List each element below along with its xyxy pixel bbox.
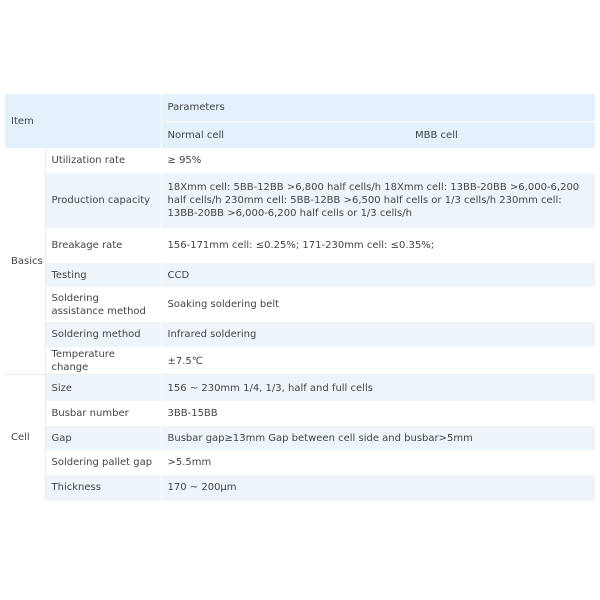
row-value: Soaking soldering belt bbox=[161, 288, 595, 322]
parameters-header: Parameters bbox=[161, 94, 595, 122]
row-label: Temperature change bbox=[45, 348, 161, 375]
row-value: Busbar gap≥13mm Gap between cell side and busbar>5mm bbox=[161, 426, 595, 451]
row-value: 18Xmm cell: 5BB-12BB >6,800 half cells/h 18Xmm cell: 13BB-20BB >6,000-6,200 half cells/h 230mm cell: 5BB-12BB >6,500 half cells or 1/3 cells/h 230mm cell: 13BB-20BB >6,000-6,200 half cells or 1/3 cells/h bbox=[161, 173, 595, 229]
group-basics: Basics bbox=[5, 149, 45, 375]
row-value: ±7.5℃ bbox=[161, 348, 595, 375]
row-label: Breakage rate bbox=[45, 229, 161, 263]
header-row bbox=[5, 94, 595, 122]
table-row bbox=[5, 263, 595, 288]
row-label: Production capacity bbox=[45, 173, 161, 229]
table-row bbox=[5, 426, 595, 451]
table-row bbox=[5, 229, 595, 263]
row-value: 3BB-15BB bbox=[161, 402, 595, 426]
item-header: Item bbox=[5, 94, 161, 149]
row-value: >5.5mm bbox=[161, 451, 595, 475]
row-value: ≥ 95% bbox=[161, 149, 595, 173]
row-label: Soldering pallet gap bbox=[45, 451, 161, 475]
row-label: Soldering assistance method bbox=[45, 288, 161, 322]
table-row bbox=[5, 173, 595, 229]
row-label: Size bbox=[45, 375, 161, 402]
group-cell: Cell bbox=[5, 375, 45, 500]
row-value: 170 ~ 200μm bbox=[161, 475, 595, 500]
table-row bbox=[5, 375, 595, 402]
row-label: Thickness bbox=[45, 475, 161, 500]
table-row bbox=[5, 451, 595, 475]
row-value: 156-171mm cell: ≤0.25%; 171-230mm cell: ≤0.35%; bbox=[161, 229, 595, 263]
table-row bbox=[5, 475, 595, 500]
row-label: Utilization rate bbox=[45, 149, 161, 173]
table-row bbox=[5, 288, 595, 322]
table-row bbox=[5, 322, 595, 348]
table-row bbox=[5, 149, 595, 173]
row-value: CCD bbox=[161, 263, 595, 288]
row-label: Busbar number bbox=[45, 402, 161, 426]
row-value: 156 ~ 230mm 1/4, 1/3, half and full cells bbox=[161, 375, 595, 402]
row-label: Soldering method bbox=[45, 322, 161, 348]
table-row bbox=[5, 348, 595, 375]
row-value: Infrared soldering bbox=[161, 322, 595, 348]
spec-table bbox=[5, 94, 595, 500]
normal-cell-header: Normal cell bbox=[161, 122, 409, 149]
table-row bbox=[5, 402, 595, 426]
row-label: Gap bbox=[45, 426, 161, 451]
row-label: Testing bbox=[45, 263, 161, 288]
mbb-cell-header: MBB cell bbox=[409, 122, 595, 149]
